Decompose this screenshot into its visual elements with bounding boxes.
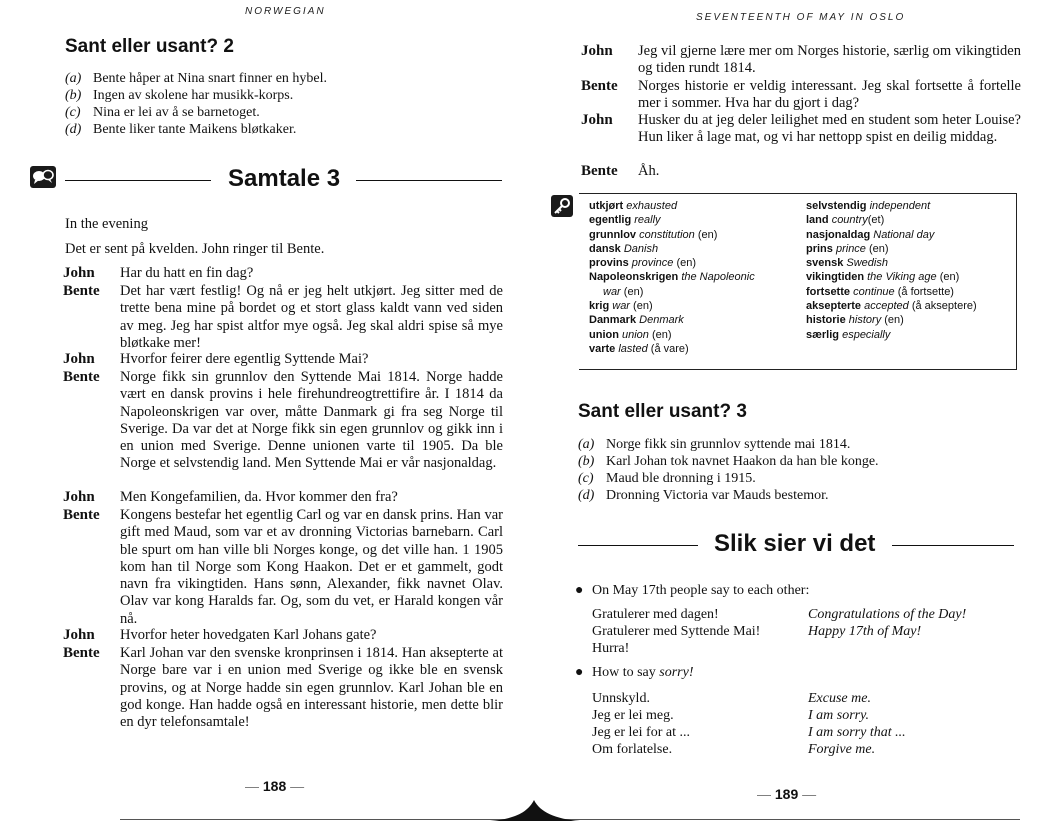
dialogue-line [63,489,503,507]
samtale-rule-right [356,180,502,181]
dialogue-icon [30,166,56,188]
dialogue-line [581,78,1021,114]
dialogue-line [63,627,503,645]
exercise-2-item-c: (c) Nina er lei av å se barnetoget. [65,105,260,120]
dialogue-text: Men Kongefamilien, da. Hvor kommer den fra? [120,489,398,505]
dialogue-text: Norge fikk sin grunnlov den Syttende Mai 1814. Norge hadde vært en dansk provins i hele firehundreogtrettifire år. I 1814 da Napoleonskrigen var over, måtte Danmark gi fra seg Norge til Sverige. Da var det at Norge fikk sin egen grunnlov og gikk inn i en union med Sverige. Denne unionen varte til 1905. Da ble Norge et selvstendig land. Men Syttende Mai er vår nasjonaldag. [120,369,503,472]
dialogue-text: Jeg vil gjerne lære mer om Norges historie, særlig om vikingtiden og tiden rundt 1814. [638,43,1021,77]
vocab-item: dansk Danish [589,242,659,255]
dialogue-line [63,351,503,369]
key-icon [551,195,573,217]
dialogue-speaker: John [581,112,613,128]
vocab-item: egentlig really [589,214,661,227]
phrase-pair: Gratulerer med Syttende Mai! Happy 17th of May! [592,624,922,639]
dialogue-text: Karl Johan var den svenske kronprinsen i 1814. Han aksepterte at Norge bare var i en union med Sverige og ikke ble en svensk provins, og at Norge hadde sin egen grunnlov. Karl Johan ble en god konge. Han hadde også en interessant historie, men dette blir en dyr telefonsamtale! [120,645,503,731]
dialogue-speaker: John [63,489,95,505]
vocab-item: krig war (en) [589,300,653,313]
dialogue-speaker: John [63,351,95,367]
dialogue-speaker: John [63,627,95,643]
dialogue-text: Åh. [638,163,660,179]
running-head-right: SEVENTEENTH OF MAY IN OSLO [696,12,906,23]
phrase-bullet-1: ● On May 17th people say to each other: [575,583,810,598]
dialogue-line [63,369,503,489]
dialogue-text: Hvorfor feirer dere egentlig Syttende Mai? [120,351,369,367]
vocab-item: provins province (en) [589,257,696,270]
dialogue-line [63,507,503,627]
vocab-item: svensk Swedish [806,257,888,270]
vocab-item: aksepterte accepted (å akseptere) [806,300,977,313]
dialogue-text: Kongens bestefar het egentlig Carl og var en dansk prins. Han var gift med Maud, som var et av dronning Victorias barnebarn. Carl ble spurt om han ville bli Norges konge, og det ville han. 1 1905 kom han til Norge som Kong Haakon. Det er et gammelt, godt navn fra vikingtiden. Hans sønn, Alexander, fikk navnet Olav. Olav var kong Haralds far. Og, som du vet, er Harald kongen vår nå. [120,507,503,627]
dialogue-line [581,43,1021,79]
dialogue-line [63,265,503,283]
vocab-item: union union (en) [589,328,672,341]
page-number-right: — 189 — [757,786,817,802]
vocab-item: Danmark Denmark [589,314,684,327]
dialogue-speaker: Bente [63,507,100,523]
page-number-left: — 188 — [245,778,305,794]
dialogue-line [63,283,503,353]
dialogue-speaker: Bente [63,645,100,661]
vocab-item: war (en) [603,285,644,298]
slik-rule-right [892,545,1014,546]
phrase-pair: Unnskyld. Excuse me. [592,691,871,706]
samtale-intro: Det er sent på kvelden. John ringer til Bente. [65,241,325,257]
book-spine-shadow [490,800,580,822]
vocab-item: varte lasted (å vare) [589,342,689,355]
vocab-item: Napoleonskrigen the Napoleonic [589,271,755,284]
dialogue-speaker: Bente [63,369,100,385]
dialogue-line [581,163,1021,181]
samtale-rule-left [65,180,211,181]
vocabulary-column-right [806,199,977,342]
exercise-3-title: Sant eller usant? 3 [578,401,747,422]
phrase-pair: Om forlatelse. Forgive me. [592,742,876,757]
exercise-3-item-a: (a) Norge fikk sin grunnlov syttende mai 1814. [578,437,851,452]
exercise-3-item-d: (d) Dronning Victoria var Mauds bestemor. [578,488,829,503]
vocab-item: særlig especially [806,328,891,341]
dialogue-speaker: John [581,43,613,59]
phrase-pair: Jeg er lei meg. I am sorry. [592,708,870,723]
phrase-pair: Gratulerer med dagen! Congratulations of the Day! [592,607,967,622]
dialogue-text: Husker du at jeg deler leilighet med en student som heter Louise? Hun liker å lage mat, og vi har nettopp spist en deilig middag. [638,112,1021,146]
dialogue-speaker: John [63,265,95,281]
dialogue-text: Det har vært festlig! Og nå er jeg helt utkjørt. Jeg sitter med de trette bena mine på bordet og et stort glass kaldt vann ved siden av meg. Jeg har spist altfor mye også. Jeg skal aldri spise så mye bløtkake mer! [120,283,503,351]
vocab-item: vikingtiden the Viking age (en) [806,271,960,284]
dialogue-text: Hvorfor heter hovedgaten Karl Johans gate? [120,627,377,643]
phrase-pair: Jeg er lei for at ... I am sorry that ... [592,725,906,740]
exercise-2-title: Sant eller usant? 2 [65,36,234,57]
dialogue-line [63,645,503,735]
exercise-2-item-d: (d) Bente liker tante Maikens bløtkaker. [65,122,297,137]
vocab-item: grunnlov constitution (en) [589,228,718,241]
exercise-2-item-b: (b) Ingen av skolene har musikk-korps. [65,88,294,103]
vocabulary-column-left [589,199,755,356]
vocab-item: historie history (en) [806,314,904,327]
dialogue-speaker: Bente [581,78,618,94]
vocabulary-box [579,193,1017,370]
vocab-item: nasjonaldag National day [806,228,935,241]
samtale-3-title: Samtale 3 [228,165,341,192]
dialogue-line [581,112,1021,166]
dialogue-speaker: Bente [63,283,100,299]
dialogue-text: Har du hatt en fin dag? [120,265,254,281]
dialogue-speaker: Bente [581,163,618,179]
phrase-bullet-2: ● How to say sorry! [575,665,694,680]
vocab-item: selvstendig independent [806,200,931,212]
dialogue-text: Norges historie er veldig interessant. Jeg skal fortsette å fortelle mer i sommer. Hva har du gjort i dag? [638,78,1021,112]
vocab-item: fortsette continue (å fortsette) [806,285,954,298]
vocab-item: prins prince (en) [806,242,889,255]
vocab-item: land country(et) [806,214,885,227]
exercise-3-item-c: (c) Maud ble dronning i 1915. [578,471,756,486]
exercise-2-item-a: (a) Bente håper at Nina snart finner en hybel. [65,71,328,86]
slik-sier-vi-det-title: Slik sier vi det [714,530,876,557]
running-head-left: NORWEGIAN [245,6,326,17]
slik-rule-left [578,545,698,546]
exercise-3-item-b: (b) Karl Johan tok navnet Haakon da han ble konge. [578,454,879,469]
samtale-subtitle: In the evening [65,216,148,232]
vocab-item: utkjørt exhausted [589,200,678,212]
phrase-pair: Hurra! [592,641,630,656]
